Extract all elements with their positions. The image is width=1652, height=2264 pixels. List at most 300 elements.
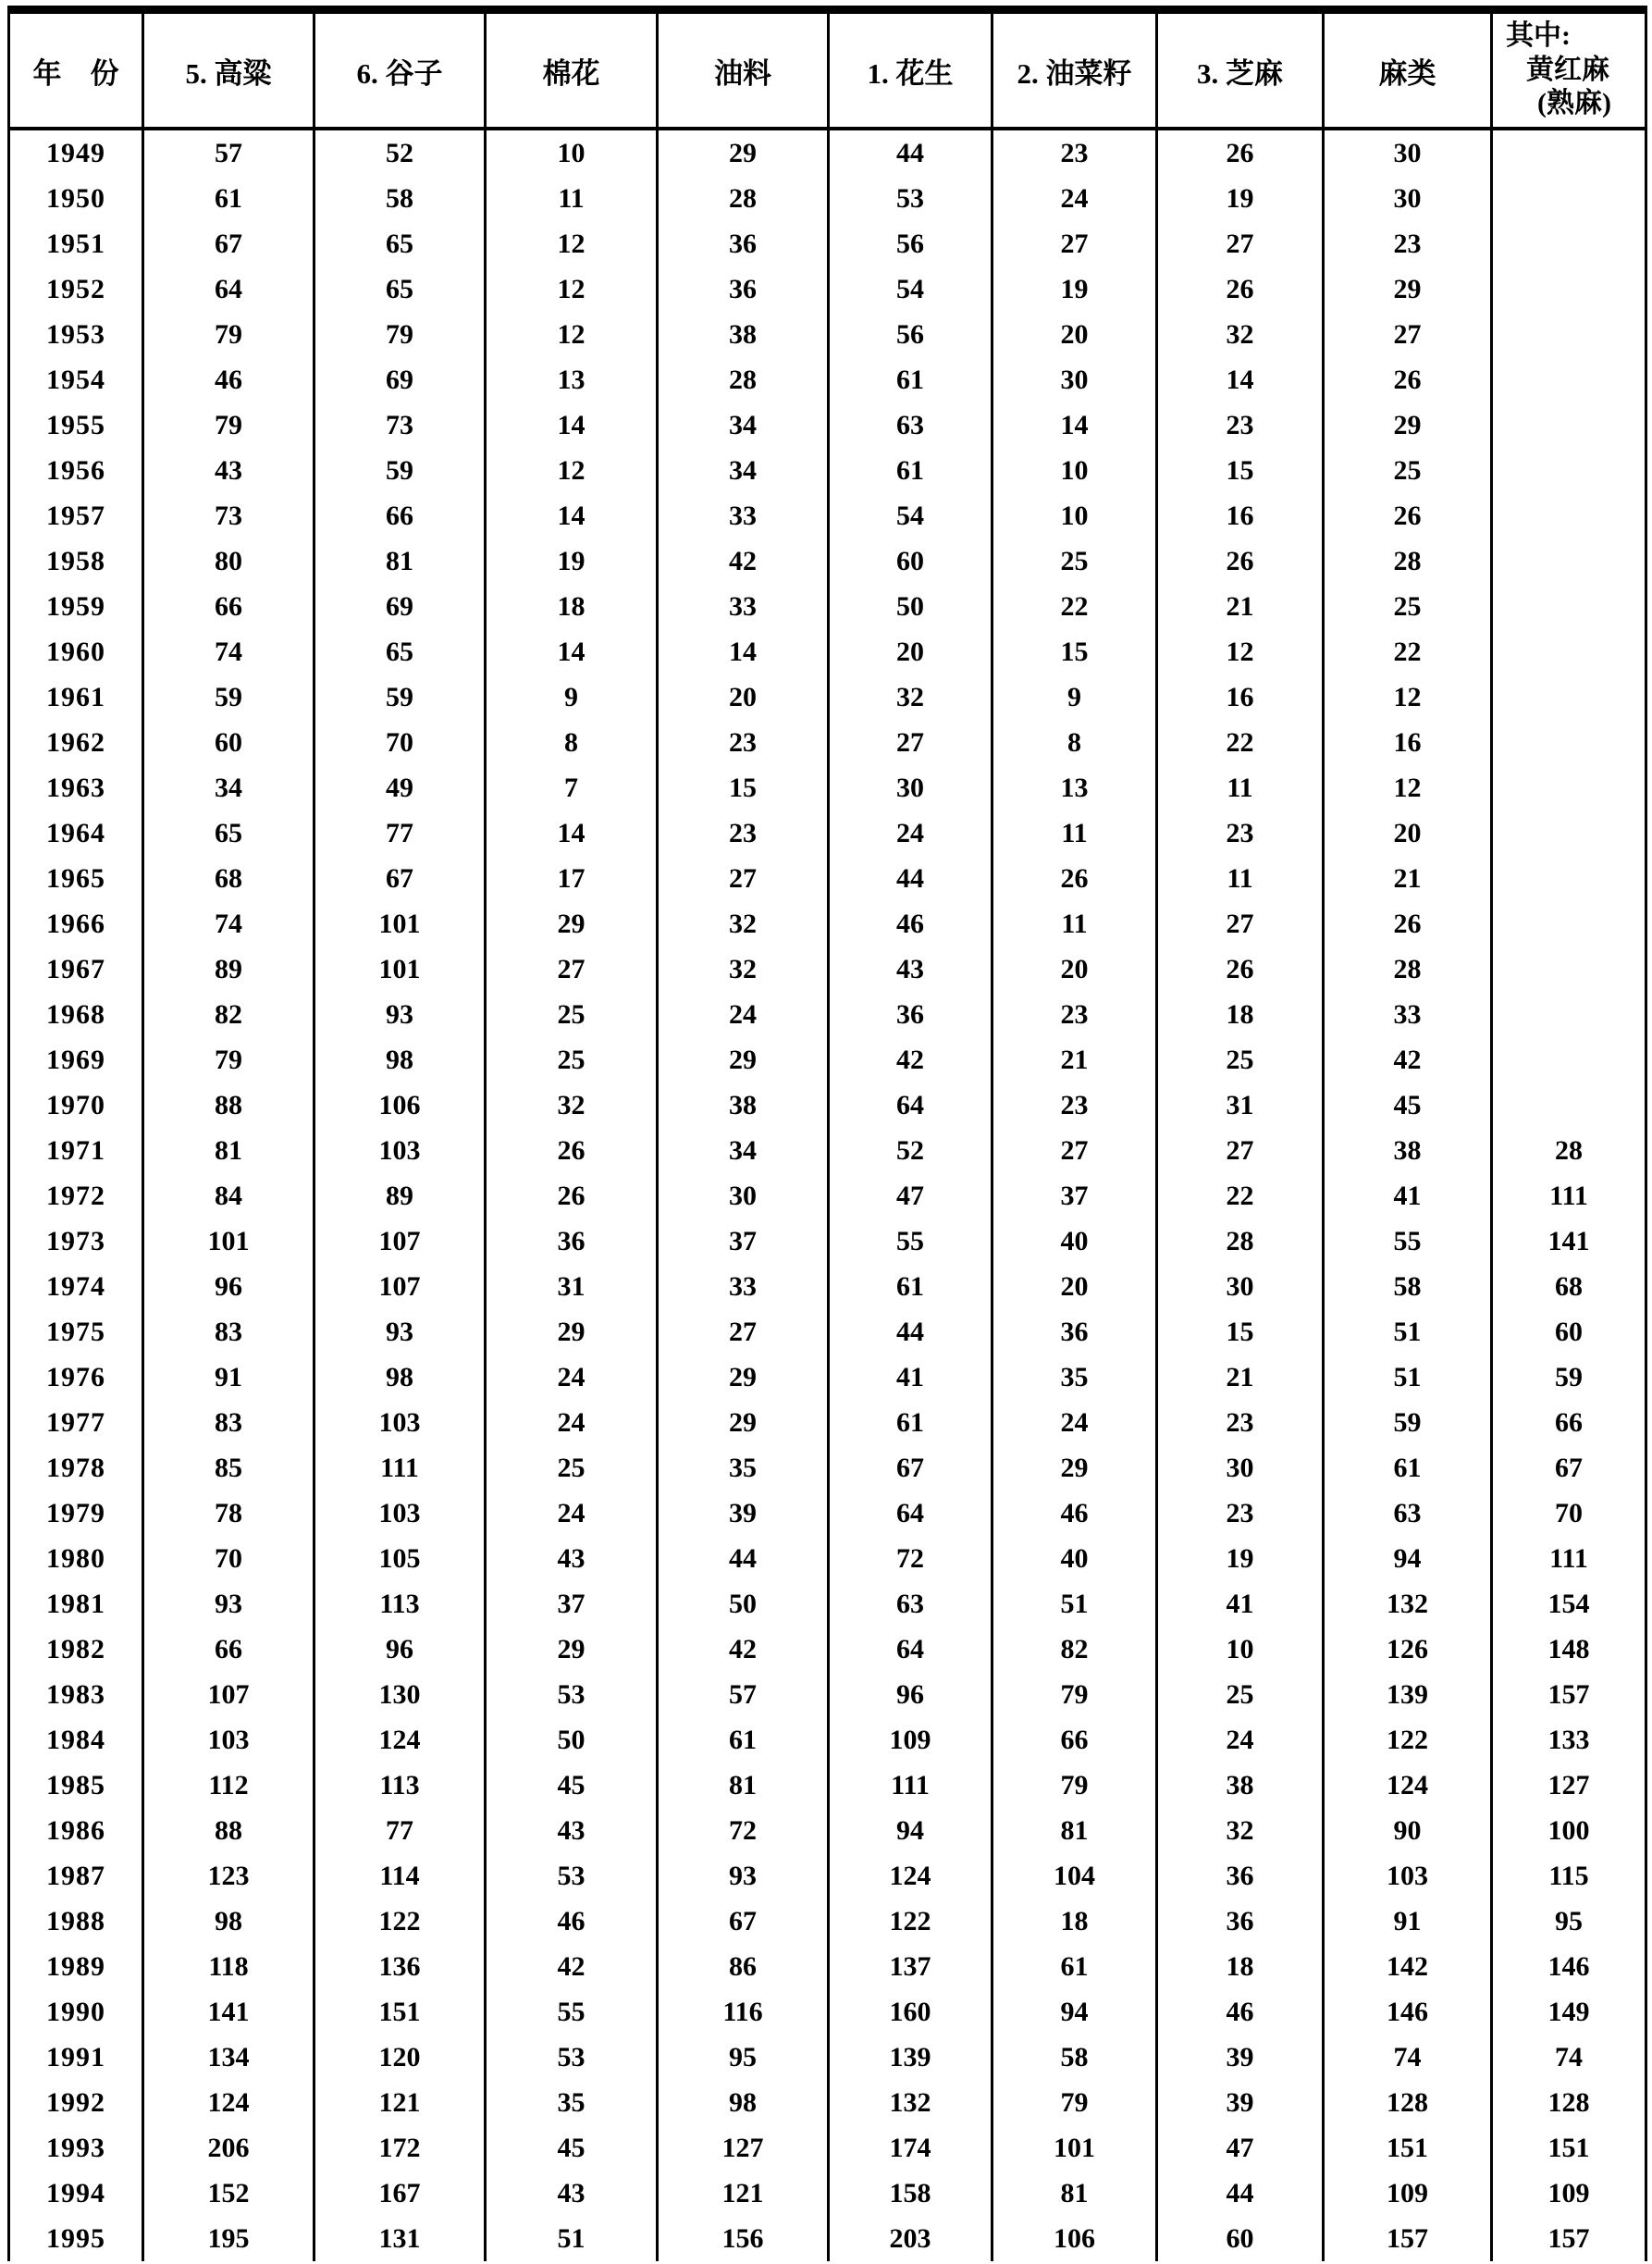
value-cell: 58 [1324, 1264, 1492, 1309]
value-cell [1492, 629, 1646, 674]
value-cell: 12 [486, 266, 658, 312]
value-cell: 65 [314, 221, 486, 266]
value-cell: 35 [992, 1355, 1157, 1400]
year-cell: 1968 [9, 992, 143, 1037]
value-cell: 55 [1324, 1219, 1492, 1264]
value-cell: 32 [658, 901, 829, 946]
value-cell: 73 [314, 402, 486, 448]
value-cell: 36 [658, 266, 829, 312]
value-cell: 12 [1324, 765, 1492, 810]
value-cell: 27 [658, 1309, 829, 1355]
value-cell: 151 [1324, 2125, 1492, 2171]
value-cell: 46 [992, 1491, 1157, 1536]
year-cell: 1986 [9, 1808, 143, 1853]
value-cell: 19 [486, 538, 658, 584]
table-row [9, 357, 1646, 402]
value-cell: 93 [143, 1581, 314, 1627]
year-cell: 1978 [9, 1445, 143, 1491]
value-cell: 44 [1157, 2171, 1324, 2216]
value-cell: 101 [314, 946, 486, 992]
year-cell: 1961 [9, 674, 143, 720]
value-cell: 37 [992, 1173, 1157, 1219]
value-cell: 113 [314, 1581, 486, 1627]
value-cell: 56 [829, 221, 992, 266]
value-cell: 57 [658, 1672, 829, 1717]
year-cell: 1971 [9, 1128, 143, 1173]
value-cell: 30 [992, 357, 1157, 402]
value-cell: 33 [658, 493, 829, 538]
value-cell: 103 [314, 1491, 486, 1536]
year-cell: 1969 [9, 1037, 143, 1083]
value-cell: 25 [486, 1037, 658, 1083]
value-cell: 47 [1157, 2125, 1324, 2171]
value-cell: 64 [829, 1491, 992, 1536]
value-cell: 58 [314, 176, 486, 221]
value-cell: 23 [1157, 402, 1324, 448]
year-cell: 1995 [9, 2216, 143, 2261]
value-cell: 79 [992, 2080, 1157, 2125]
table-row [9, 901, 1646, 946]
value-cell: 33 [658, 1264, 829, 1309]
value-cell [1492, 448, 1646, 493]
value-cell: 106 [992, 2216, 1157, 2261]
table-row [9, 1491, 1646, 1536]
value-cell: 114 [314, 1853, 486, 1899]
value-cell: 93 [314, 1309, 486, 1355]
value-cell: 36 [658, 221, 829, 266]
year-cell: 1988 [9, 1899, 143, 1944]
header-jute-line1: 其中: [1506, 20, 1571, 52]
value-cell: 23 [992, 1083, 1157, 1128]
value-cell: 109 [829, 1717, 992, 1763]
year-cell: 1970 [9, 1083, 143, 1128]
value-cell: 121 [658, 2171, 829, 2216]
value-cell: 59 [143, 674, 314, 720]
value-cell: 94 [1324, 1536, 1492, 1581]
value-cell: 70 [314, 720, 486, 765]
value-cell: 27 [1157, 1128, 1324, 1173]
header-sorghum: 5. 高粱 [143, 10, 314, 130]
value-cell: 132 [1324, 1581, 1492, 1627]
value-cell: 90 [1324, 1808, 1492, 1853]
value-cell: 103 [1324, 1853, 1492, 1899]
value-cell: 34 [143, 765, 314, 810]
value-cell: 46 [829, 901, 992, 946]
value-cell: 94 [992, 1989, 1157, 2035]
value-cell: 63 [1324, 1491, 1492, 1536]
value-cell: 29 [486, 1309, 658, 1355]
value-cell [1492, 176, 1646, 221]
value-cell: 21 [992, 1037, 1157, 1083]
value-cell: 19 [1157, 1536, 1324, 1581]
value-cell: 12 [1324, 674, 1492, 720]
table-row [9, 2216, 1646, 2261]
value-cell: 61 [992, 1944, 1157, 1989]
value-cell: 11 [1157, 856, 1324, 901]
value-cell: 132 [829, 2080, 992, 2125]
table-row [9, 221, 1646, 266]
value-cell: 157 [1492, 2216, 1646, 2261]
value-cell: 172 [314, 2125, 486, 2171]
value-cell: 35 [486, 2080, 658, 2125]
table-row [9, 1944, 1646, 1989]
value-cell: 63 [829, 1581, 992, 1627]
value-cell: 109 [1324, 2171, 1492, 2216]
table-row [9, 1173, 1646, 1219]
value-cell: 43 [486, 2171, 658, 2216]
value-cell: 14 [486, 493, 658, 538]
value-cell: 91 [1324, 1899, 1492, 1944]
value-cell: 24 [992, 176, 1157, 221]
value-cell: 137 [829, 1944, 992, 1989]
value-cell: 120 [314, 2035, 486, 2080]
value-cell: 139 [829, 2035, 992, 2080]
value-cell: 46 [486, 1899, 658, 1944]
value-cell: 14 [486, 810, 658, 856]
value-cell: 24 [992, 1400, 1157, 1445]
value-cell: 32 [658, 946, 829, 992]
year-cell: 1972 [9, 1173, 143, 1219]
value-cell: 36 [992, 1309, 1157, 1355]
year-cell: 1957 [9, 493, 143, 538]
year-cell: 1951 [9, 221, 143, 266]
year-cell: 1962 [9, 720, 143, 765]
value-cell: 8 [486, 720, 658, 765]
value-cell: 45 [1324, 1083, 1492, 1128]
value-cell: 44 [829, 1309, 992, 1355]
value-cell: 51 [1324, 1309, 1492, 1355]
value-cell: 151 [314, 1989, 486, 2035]
value-cell: 123 [143, 1853, 314, 1899]
value-cell: 74 [1492, 2035, 1646, 2080]
year-cell: 1953 [9, 312, 143, 357]
value-cell: 26 [992, 856, 1157, 901]
value-cell: 15 [658, 765, 829, 810]
value-cell: 72 [829, 1536, 992, 1581]
value-cell: 11 [992, 810, 1157, 856]
value-cell: 79 [992, 1763, 1157, 1808]
header-peanut: 1. 花生 [829, 10, 992, 130]
year-cell: 1977 [9, 1400, 143, 1445]
header-fiber-crops: 麻类 [1324, 10, 1492, 130]
value-cell: 54 [829, 493, 992, 538]
value-cell: 67 [1492, 1445, 1646, 1491]
value-cell: 34 [658, 1128, 829, 1173]
value-cell: 66 [314, 493, 486, 538]
value-cell: 21 [1157, 584, 1324, 629]
header-jute-ambary [1492, 10, 1646, 130]
year-cell: 1993 [9, 2125, 143, 2171]
value-cell: 18 [1157, 992, 1324, 1037]
value-cell: 28 [1492, 1128, 1646, 1173]
value-cell: 128 [1492, 2080, 1646, 2125]
value-cell [1492, 266, 1646, 312]
value-cell: 12 [1157, 629, 1324, 674]
value-cell: 19 [992, 266, 1157, 312]
value-cell: 141 [1492, 1219, 1646, 1264]
value-cell: 27 [992, 1128, 1157, 1173]
value-cell: 77 [314, 1808, 486, 1853]
value-cell: 124 [143, 2080, 314, 2125]
value-cell: 23 [658, 720, 829, 765]
value-cell: 29 [486, 1627, 658, 1672]
value-cell: 7 [486, 765, 658, 810]
value-cell: 25 [1157, 1672, 1324, 1717]
value-cell: 50 [486, 1717, 658, 1763]
value-cell: 37 [486, 1581, 658, 1627]
value-cell [1492, 946, 1646, 992]
value-cell: 12 [486, 312, 658, 357]
value-cell: 10 [992, 448, 1157, 493]
value-cell: 91 [143, 1355, 314, 1400]
value-cell: 95 [658, 2035, 829, 2080]
value-cell: 124 [1324, 1763, 1492, 1808]
value-cell: 27 [1157, 901, 1324, 946]
table-row [9, 266, 1646, 312]
value-cell: 24 [829, 810, 992, 856]
year-cell: 1994 [9, 2171, 143, 2216]
value-cell: 124 [314, 1717, 486, 1763]
value-cell: 148 [1492, 1627, 1646, 1672]
value-cell: 113 [314, 1763, 486, 1808]
value-cell: 53 [486, 1672, 658, 1717]
value-cell: 195 [143, 2216, 314, 2261]
value-cell: 146 [1324, 1989, 1492, 2035]
value-cell: 59 [1324, 1400, 1492, 1445]
value-cell: 29 [992, 1445, 1157, 1491]
value-cell: 22 [1324, 629, 1492, 674]
value-cell: 111 [314, 1445, 486, 1491]
value-cell: 146 [1492, 1944, 1646, 1989]
value-cell: 80 [143, 538, 314, 584]
value-cell: 160 [829, 1989, 992, 2035]
table-row [9, 538, 1646, 584]
value-cell: 31 [486, 1264, 658, 1309]
value-cell: 44 [829, 856, 992, 901]
value-cell: 74 [143, 629, 314, 674]
year-cell: 1985 [9, 1763, 143, 1808]
value-cell: 157 [1492, 1672, 1646, 1717]
value-cell [1492, 765, 1646, 810]
value-cell: 67 [314, 856, 486, 901]
year-cell: 1973 [9, 1219, 143, 1264]
value-cell: 79 [314, 312, 486, 357]
value-cell: 56 [829, 312, 992, 357]
value-cell: 10 [992, 493, 1157, 538]
value-cell: 16 [1157, 674, 1324, 720]
value-cell: 14 [1157, 357, 1324, 402]
value-cell: 27 [486, 946, 658, 992]
value-cell: 39 [1157, 2035, 1324, 2080]
value-cell: 94 [829, 1808, 992, 1853]
value-cell: 70 [143, 1536, 314, 1581]
value-cell: 35 [658, 1445, 829, 1491]
table-row [9, 1853, 1646, 1899]
value-cell: 157 [1324, 2216, 1492, 2261]
value-cell: 34 [658, 448, 829, 493]
value-cell: 59 [1492, 1355, 1646, 1400]
value-cell: 65 [314, 629, 486, 674]
value-cell: 32 [1157, 1808, 1324, 1853]
value-cell: 73 [143, 493, 314, 538]
value-cell: 74 [1324, 2035, 1492, 2080]
value-cell: 28 [1324, 946, 1492, 992]
year-cell: 1984 [9, 1717, 143, 1763]
value-cell: 30 [1157, 1445, 1324, 1491]
value-cell: 50 [658, 1581, 829, 1627]
value-cell: 121 [314, 2080, 486, 2125]
value-cell: 26 [1157, 946, 1324, 992]
value-cell: 82 [992, 1627, 1157, 1672]
value-cell: 27 [658, 856, 829, 901]
value-cell: 60 [143, 720, 314, 765]
value-cell: 39 [658, 1491, 829, 1536]
value-cell: 36 [486, 1219, 658, 1264]
value-cell: 116 [658, 1989, 829, 2035]
value-cell: 126 [1324, 1627, 1492, 1672]
value-cell: 72 [658, 1808, 829, 1853]
value-cell: 20 [829, 629, 992, 674]
value-cell: 106 [314, 1083, 486, 1128]
year-cell: 1982 [9, 1627, 143, 1672]
year-cell: 1976 [9, 1355, 143, 1400]
table-row [9, 1717, 1646, 1763]
value-cell: 20 [992, 946, 1157, 992]
value-cell: 111 [829, 1763, 992, 1808]
value-cell: 93 [314, 992, 486, 1037]
value-cell: 29 [658, 1400, 829, 1445]
value-cell: 20 [658, 674, 829, 720]
value-cell [1492, 674, 1646, 720]
table-row [9, 402, 1646, 448]
value-cell: 32 [486, 1083, 658, 1128]
value-cell: 58 [992, 2035, 1157, 2080]
value-cell: 156 [658, 2216, 829, 2261]
value-cell: 25 [1324, 584, 1492, 629]
value-cell: 122 [1324, 1717, 1492, 1763]
value-cell: 13 [992, 765, 1157, 810]
value-cell: 66 [1492, 1400, 1646, 1445]
value-cell: 23 [1157, 810, 1324, 856]
year-cell: 1989 [9, 1944, 143, 1989]
table-row [9, 1128, 1646, 1173]
value-cell: 30 [1324, 176, 1492, 221]
table-body [9, 129, 1646, 2261]
value-cell: 29 [486, 901, 658, 946]
value-cell: 36 [1157, 1853, 1324, 1899]
value-cell: 38 [658, 1083, 829, 1128]
value-cell: 89 [143, 946, 314, 992]
value-cell: 11 [1157, 765, 1324, 810]
value-cell: 40 [992, 1219, 1157, 1264]
value-cell [1492, 538, 1646, 584]
value-cell: 23 [658, 810, 829, 856]
value-cell: 100 [1492, 1808, 1646, 1853]
table-row [9, 1037, 1646, 1083]
value-cell [1492, 1037, 1646, 1083]
header-cotton: 棉花 [486, 10, 658, 130]
value-cell: 61 [1324, 1445, 1492, 1491]
value-cell: 27 [1157, 221, 1324, 266]
value-cell: 134 [143, 2035, 314, 2080]
value-cell: 103 [314, 1400, 486, 1445]
value-cell: 158 [829, 2171, 992, 2216]
value-cell: 28 [1324, 538, 1492, 584]
value-cell: 13 [486, 357, 658, 402]
table-row [9, 1219, 1646, 1264]
value-cell [1492, 901, 1646, 946]
value-cell: 16 [1157, 493, 1324, 538]
value-cell: 41 [829, 1355, 992, 1400]
header-row [9, 10, 1646, 130]
value-cell: 28 [658, 357, 829, 402]
value-cell: 8 [992, 720, 1157, 765]
value-cell: 79 [143, 1037, 314, 1083]
value-cell: 9 [992, 674, 1157, 720]
value-cell: 81 [992, 2171, 1157, 2216]
value-cell: 104 [992, 1853, 1157, 1899]
value-cell: 34 [658, 402, 829, 448]
value-cell: 109 [1492, 2171, 1646, 2216]
value-cell: 42 [486, 1944, 658, 1989]
value-cell: 24 [486, 1491, 658, 1536]
crop-statistics-table [7, 6, 1647, 2261]
header-rapeseed: 2. 油菜籽 [992, 10, 1157, 130]
year-cell: 1980 [9, 1536, 143, 1581]
value-cell [1492, 810, 1646, 856]
value-cell: 51 [1324, 1355, 1492, 1400]
value-cell: 69 [314, 584, 486, 629]
value-cell: 81 [658, 1763, 829, 1808]
value-cell: 31 [1157, 1083, 1324, 1128]
value-cell: 53 [829, 176, 992, 221]
value-cell: 70 [1492, 1491, 1646, 1536]
value-cell: 10 [1157, 1627, 1324, 1672]
value-cell: 30 [658, 1173, 829, 1219]
table-row [9, 1445, 1646, 1491]
value-cell: 42 [658, 538, 829, 584]
value-cell: 23 [992, 992, 1157, 1037]
value-cell: 25 [1324, 448, 1492, 493]
table-row [9, 584, 1646, 629]
value-cell: 22 [992, 584, 1157, 629]
value-cell: 38 [658, 312, 829, 357]
value-cell: 49 [314, 765, 486, 810]
value-cell: 174 [829, 2125, 992, 2171]
header-jute-line3: (熟麻) [1537, 88, 1611, 119]
table-header [9, 10, 1646, 130]
value-cell [1492, 493, 1646, 538]
value-cell: 136 [314, 1944, 486, 1989]
value-cell: 131 [314, 2216, 486, 2261]
table-row [9, 1808, 1646, 1853]
value-cell [1492, 402, 1646, 448]
value-cell: 98 [658, 2080, 829, 2125]
value-cell: 41 [1157, 1581, 1324, 1627]
year-cell: 1958 [9, 538, 143, 584]
value-cell: 19 [1157, 176, 1324, 221]
value-cell: 32 [829, 674, 992, 720]
value-cell: 122 [314, 1899, 486, 1944]
value-cell: 23 [1157, 1491, 1324, 1536]
value-cell: 127 [658, 2125, 829, 2171]
value-cell: 40 [992, 1536, 1157, 1581]
table-row [9, 1400, 1646, 1445]
value-cell: 78 [143, 1491, 314, 1536]
value-cell: 22 [1157, 720, 1324, 765]
value-cell: 127 [1492, 1763, 1646, 1808]
value-cell: 24 [658, 992, 829, 1037]
